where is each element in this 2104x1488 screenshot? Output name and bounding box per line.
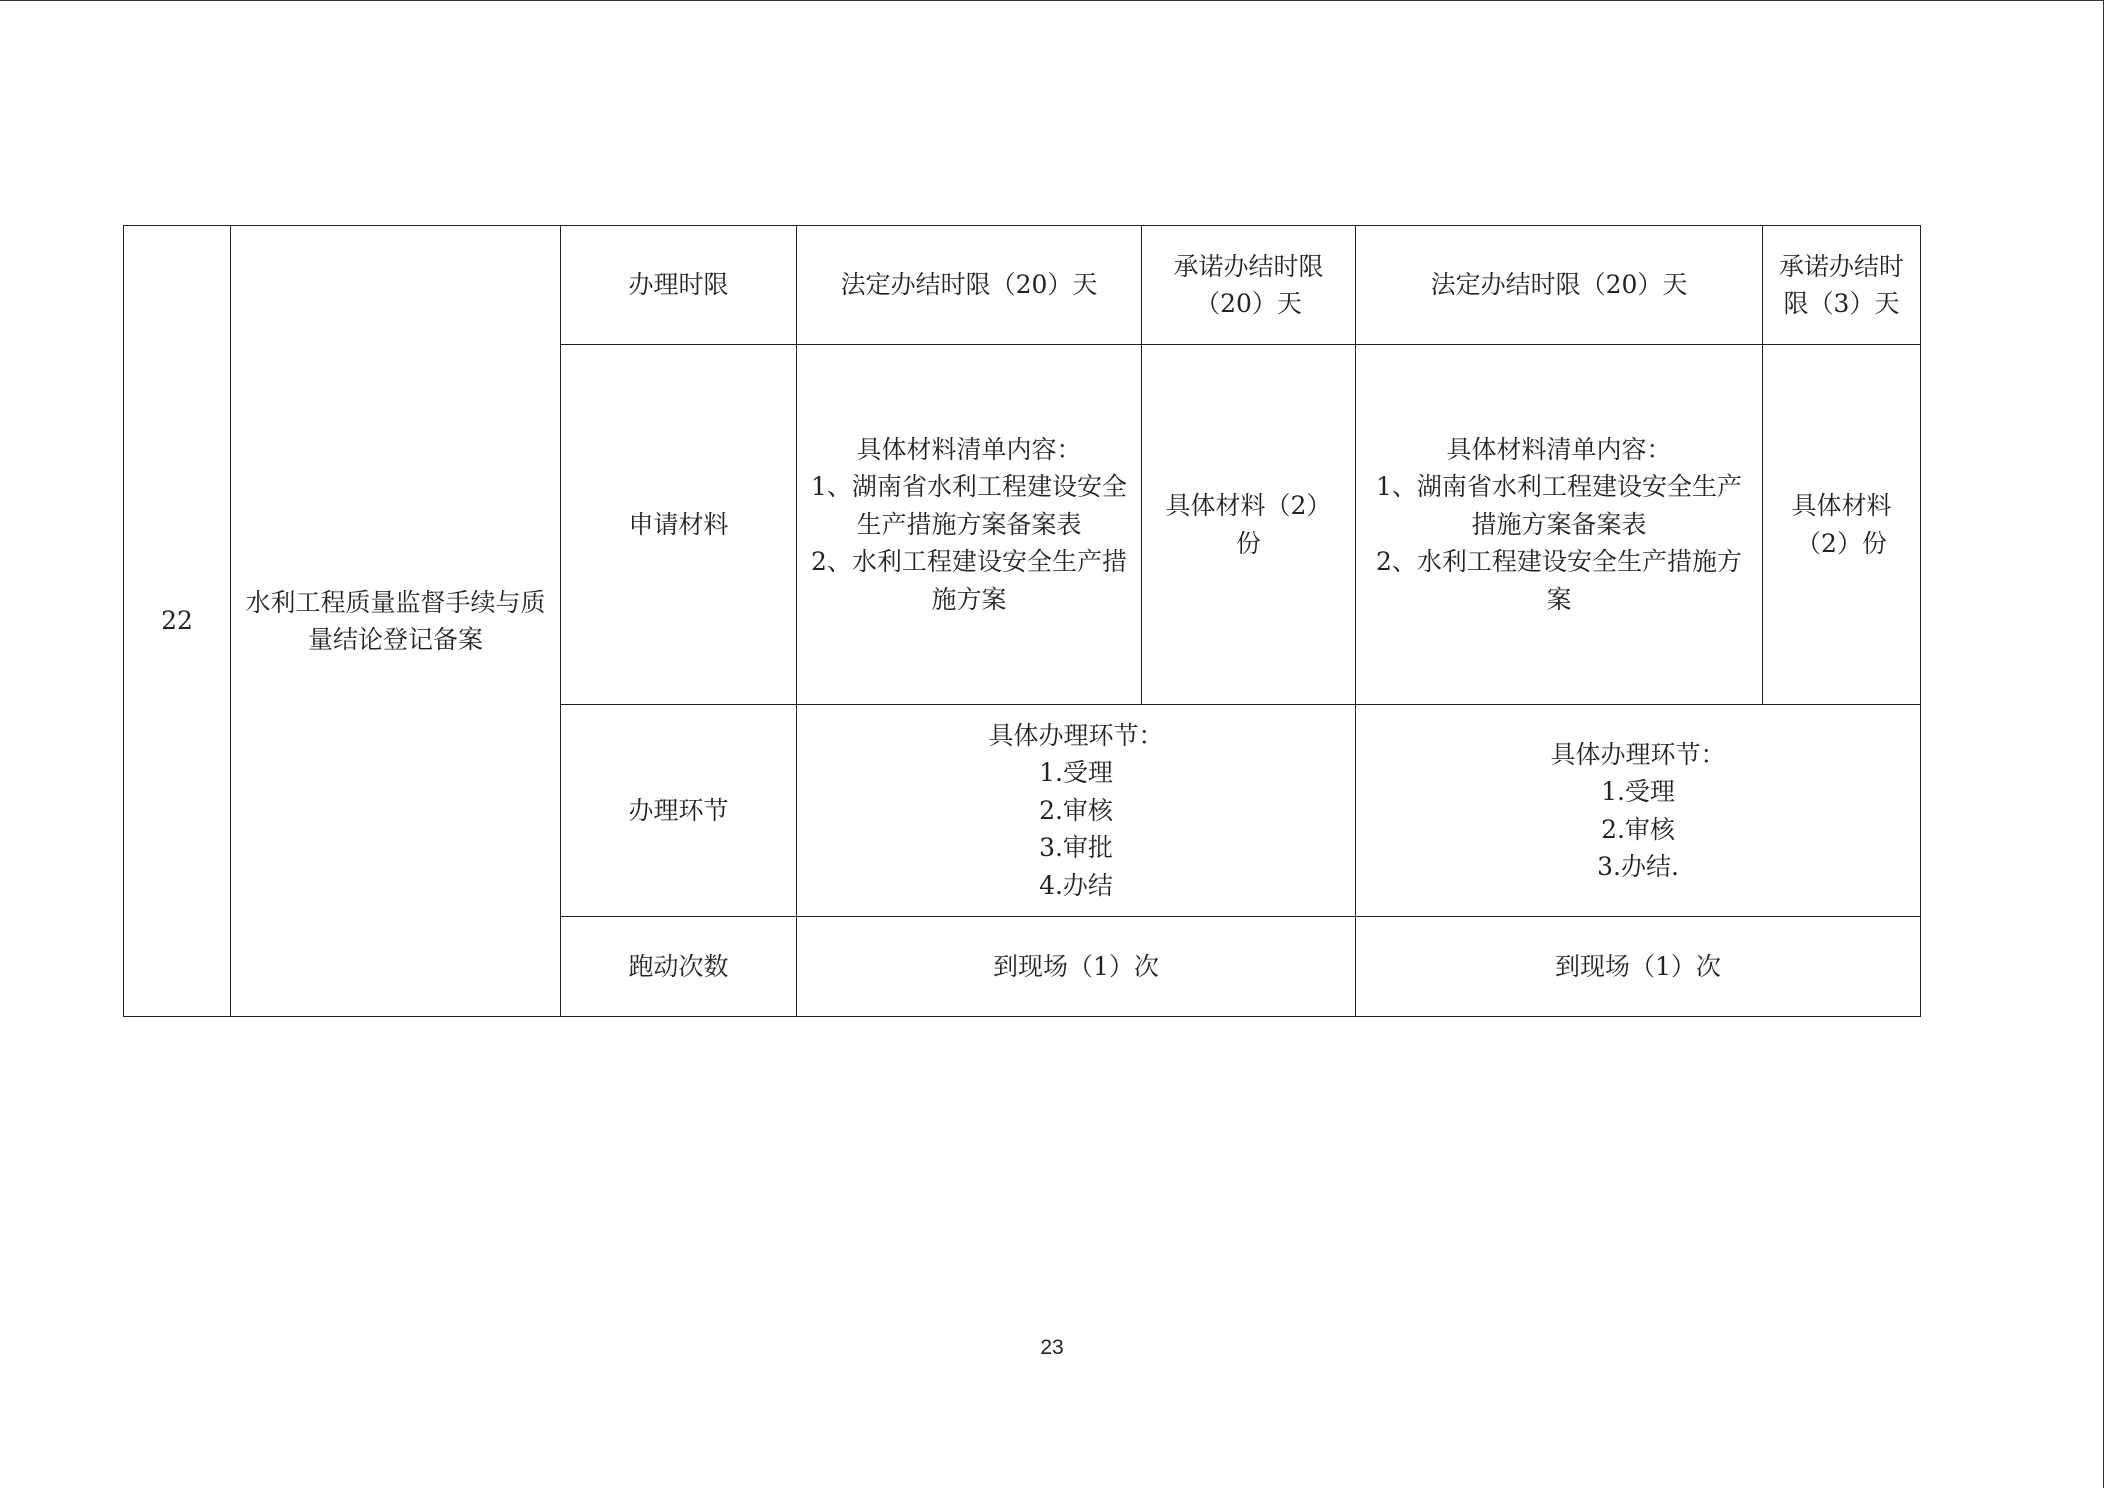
materials-list-after bbox=[1356, 345, 1763, 705]
steps-after-item: 3.办结. bbox=[1597, 852, 1679, 881]
materials-after-line: 具体材料清单内容： bbox=[1446, 434, 1672, 464]
promised-limit-after: 承诺办结时限（3）天 bbox=[1763, 226, 1921, 345]
steps-before-item: 2.审核 bbox=[1039, 795, 1113, 825]
promised-limit-before: 承诺办结时限（20）天 bbox=[1142, 226, 1356, 345]
page-number: 23 bbox=[1040, 1336, 1064, 1359]
service-item-table bbox=[123, 225, 1921, 1017]
materials-after-line: 1、湖南省水利工程建设安全生产措施方案备案表 bbox=[1376, 472, 1742, 539]
steps-before-item: 4.办结 bbox=[1039, 870, 1113, 900]
materials-list-before bbox=[797, 345, 1142, 705]
time-limit-label: 办理时限 bbox=[561, 226, 797, 345]
page-top-border bbox=[0, 0, 2104, 1]
materials-before-line: 2、水利工程建设安全生产措施方案 bbox=[811, 547, 1127, 614]
statutory-limit-after: 法定办结时限（20）天 bbox=[1356, 226, 1763, 345]
materials-after-line: 2、水利工程建设安全生产措施方案 bbox=[1376, 547, 1742, 614]
materials-count-after: 具体材料（2）份 bbox=[1763, 345, 1921, 705]
steps-after-item: 2.审核 bbox=[1601, 814, 1675, 844]
steps-before-heading: 具体办理环节： bbox=[988, 720, 1164, 750]
row-time-limit bbox=[124, 226, 1921, 345]
steps-before-item: 3.审批 bbox=[1039, 833, 1113, 863]
visits-after: 到现场（1）次 bbox=[1356, 917, 1921, 1017]
statutory-limit-before: 法定办结时限（20）天 bbox=[797, 226, 1142, 345]
item-number-cell: 22 bbox=[124, 226, 231, 1017]
visits-label: 跑动次数 bbox=[561, 917, 797, 1017]
steps-after-heading: 具体办理环节： bbox=[1550, 739, 1726, 769]
materials-label: 申请材料 bbox=[561, 345, 797, 705]
steps-label: 办理环节 bbox=[561, 705, 797, 917]
visits-before: 到现场（1）次 bbox=[797, 917, 1356, 1017]
materials-before-line: 具体材料清单内容： bbox=[856, 434, 1082, 464]
materials-before-line: 1、湖南省水利工程建设安全生产措施方案备案表 bbox=[811, 472, 1127, 539]
steps-before-item: 1.受理 bbox=[1039, 758, 1113, 788]
materials-count-before: 具体材料（2）份 bbox=[1142, 345, 1356, 705]
steps-before bbox=[797, 705, 1356, 917]
steps-after-item: 1.受理 bbox=[1601, 777, 1675, 806]
steps-after bbox=[1356, 705, 1921, 917]
item-name-cell: 水利工程质量监督手续与质量结论登记备案 bbox=[231, 226, 561, 1017]
